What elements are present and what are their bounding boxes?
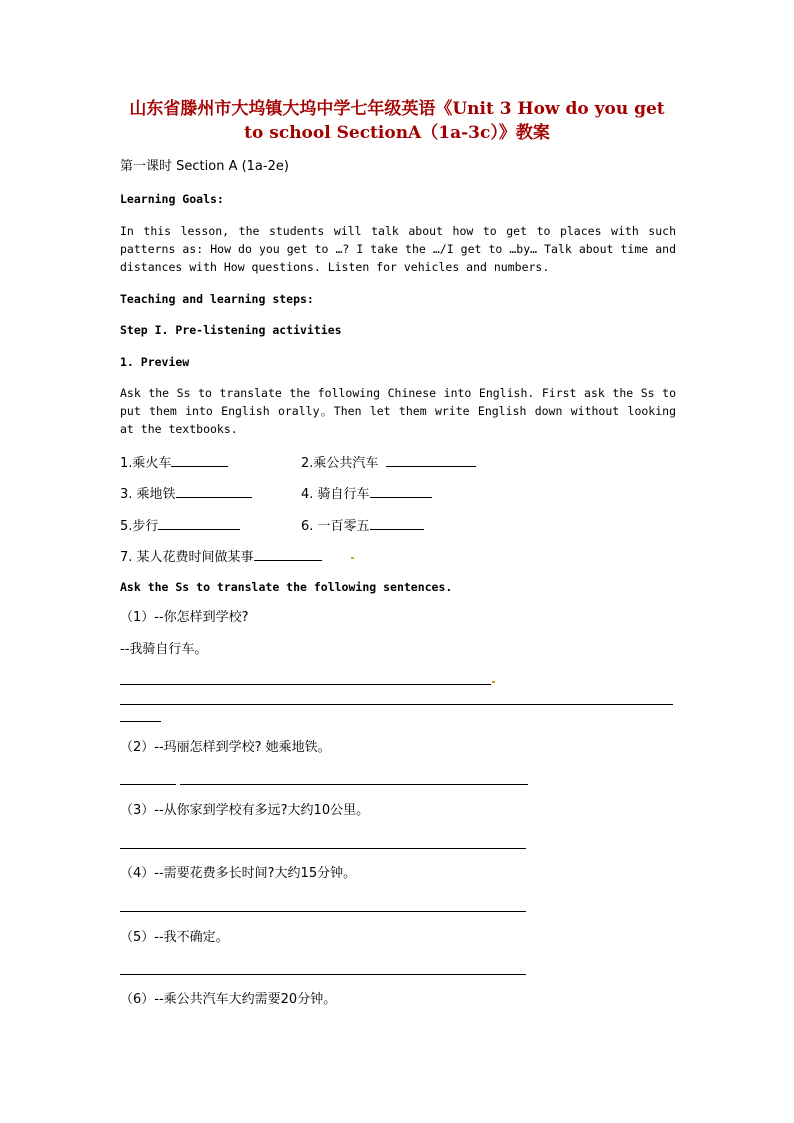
- preview-item-label: 2.乘公共汽车: [301, 456, 379, 471]
- answer-line[interactable]: [120, 911, 526, 912]
- answer-line[interactable]: [120, 848, 526, 849]
- answer-blank[interactable]: [176, 483, 252, 498]
- answer-blank[interactable]: [254, 546, 322, 561]
- answer-line[interactable]: [120, 684, 491, 685]
- title-line-1: 山东省滕州市大坞镇大坞中学七年级英语《Unit 3 How do you get: [129, 99, 665, 119]
- preview-item-label: 6. 一百零五: [301, 519, 370, 534]
- answer-blank[interactable]: [158, 515, 240, 530]
- preview-item-label: 4. 骑自行车: [301, 487, 370, 502]
- answer-blank[interactable]: [370, 515, 424, 530]
- preview-item-label: 1.乘火车: [120, 456, 172, 471]
- document-title: [100, 97, 694, 145]
- step1-heading: Step I. Pre-listening activities: [120, 323, 342, 337]
- answer-line[interactable]: [120, 721, 161, 722]
- title-line-2: to school SectionA（1a-3c）》教案: [244, 123, 550, 143]
- preview-item: [120, 483, 252, 504]
- sentence-item: --我骑自行车。: [120, 642, 208, 657]
- answer-blank[interactable]: [370, 483, 432, 498]
- preview-item: [120, 515, 240, 536]
- answer-line[interactable]: [120, 704, 673, 705]
- preview-item: [120, 546, 322, 567]
- answer-line[interactable]: [180, 784, 528, 785]
- sentences-heading: Ask the Ss to translate the following sentences.: [120, 580, 453, 594]
- answer-blank[interactable]: [171, 452, 228, 467]
- preview-item-label: 3. 乘地铁: [120, 487, 176, 502]
- answer-line[interactable]: [120, 784, 176, 785]
- preview-item: [120, 452, 228, 473]
- preview-instruction: Ask the Ss to translate the following Chinese into English. First ask the Ss to put them into English orally。Then let them write English down without looking at the textbooks.: [120, 386, 676, 436]
- preview-item: [301, 483, 432, 504]
- learning-goals-heading: Learning Goals:: [120, 192, 224, 206]
- answer-line[interactable]: [120, 974, 526, 975]
- sentence-item: （3）--从你家到学校有多远?大约10公里。: [120, 803, 370, 818]
- lesson-heading: 第一课时 Section A (1a-2e): [120, 159, 289, 174]
- answer-blank[interactable]: [386, 452, 476, 467]
- mark-dot: [351, 557, 354, 559]
- sentence-item: （4）--需要花费多长时间?大约15分钟。: [120, 866, 357, 881]
- preview-item-label: 7. 某人花费时间做某事: [120, 550, 254, 565]
- sentence-item: （1）--你怎样到学校?: [120, 610, 249, 625]
- preview-heading: 1. Preview: [120, 355, 190, 369]
- learning-goals-text: In this lesson, the students will talk about how to get to places with such patterns as: How do you get to …? I take the …/I get to …by… Talk about time and distances with How questions. Listen for vehicles and numbers.: [120, 224, 676, 274]
- sentence-item: （5）--我不确定。: [120, 930, 229, 945]
- sentence-item: （2）--玛丽怎样到学校? 她乘地铁。: [120, 740, 331, 755]
- preview-item: [301, 452, 476, 473]
- preview-item: [301, 515, 424, 536]
- preview-item-label: 5.步行: [120, 519, 159, 534]
- steps-heading: Teaching and learning steps:: [120, 292, 314, 306]
- sentence-item: （6）--乘公共汽车大约需要20分钟。: [120, 992, 337, 1007]
- mark-dot: [492, 681, 495, 683]
